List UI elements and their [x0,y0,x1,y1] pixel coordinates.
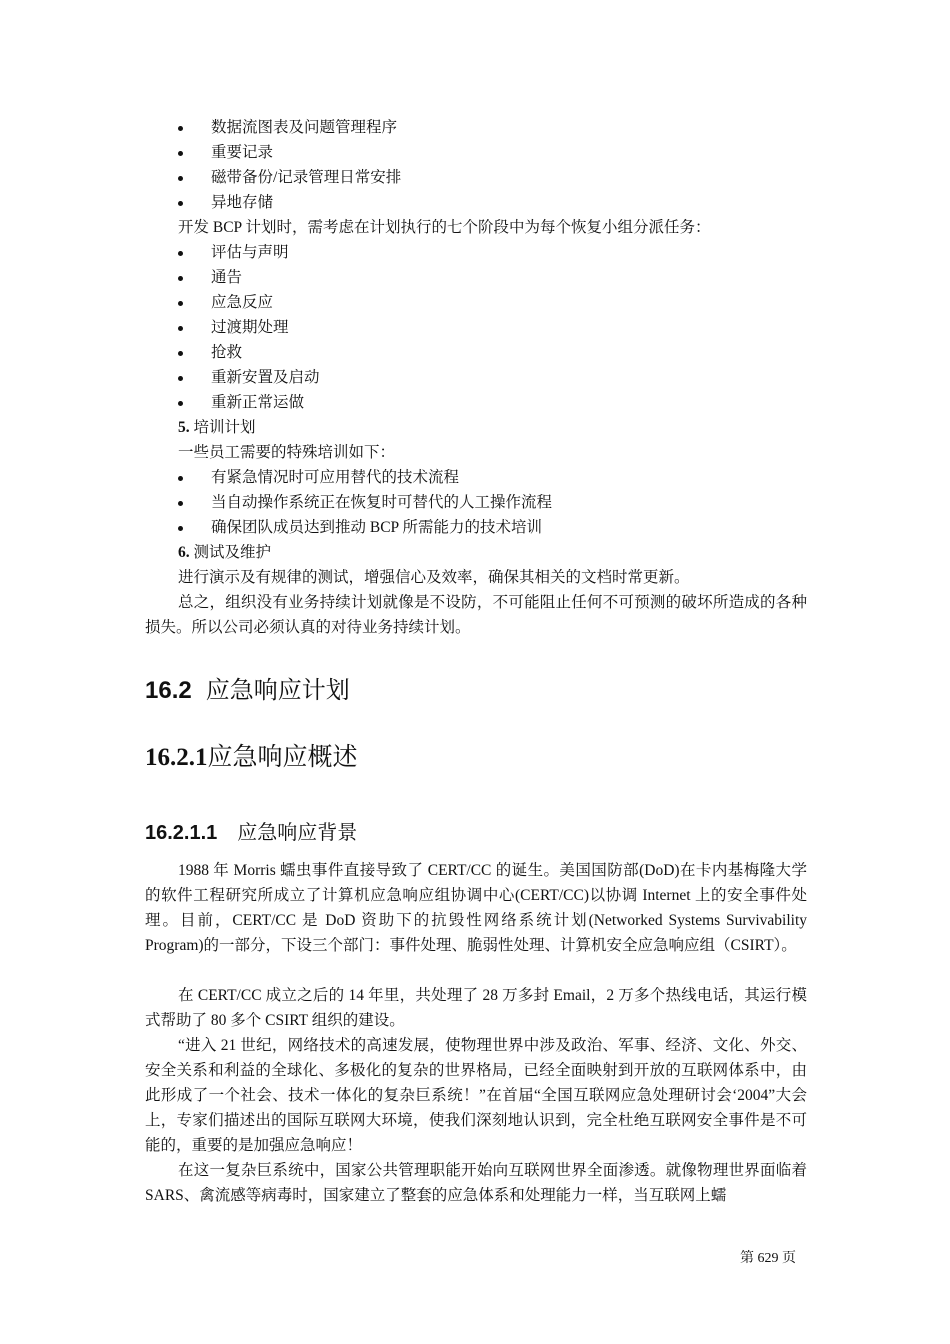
section-6-heading: 6. 测试及维护 [178,544,272,561]
bcp-intro-text: 开发 BCP 计划时，需考虑在计划执行的七个阶段中为每个恢复小组分派任务： [178,219,711,236]
bullet-icon [178,376,183,381]
list-item: 重新安置及启动 [178,365,818,390]
training-list [178,465,818,540]
section-heading-16-2: 16.2 应急响应计划 [145,677,350,704]
bullet-icon [178,401,183,406]
summary-paragraph: 总之，组织没有业务持续计划就像是不设防，不可能阻止任何不可预测的破坏所造成的各种损失。所以公司必须认真的对待业务持续计划。 [145,594,807,636]
body-paragraph-4: 在这一复杂巨系统中，国家公共管理职能开始向互联网世界全面渗透。就像物理世界面临着 SARS、禽流感等病毒时，国家建立了整套的应急体系和处理能力一样，当互联网上蠕 [145,1162,807,1204]
list-item: 数据流图表及问题管理程序 [178,115,818,140]
section-5-heading: 5. 培训计划 [178,419,256,436]
bullet-icon [178,276,183,281]
section-heading-16-2-1: 16.2.1应急响应概述 [145,744,358,771]
list-item: 过渡期处理 [178,315,818,340]
section-heading-16-2-1-1: 16.2.1.1 应急响应背景 [145,822,358,844]
bullet-icon [178,126,183,131]
list-item: 磁带备份/记录管理日常安排 [178,165,818,190]
body-paragraph-2: 在 CERT/CC 成立之后的 14 年里，共处理了 28 万多封 Email，2 万多个热线电话，其运行模式帮助了 80 多个 CSIRT 组织的建设。 [145,987,807,1029]
body-paragraph-1: 1988 年 Morris 蠕虫事件直接导致了 CERT/CC 的诞生。美国国防部(DoD)在卡内基梅隆大学的软件工程研究所成立了计算机应急响应组协调中心(CERT/CC)以协调 Internet 上的安全事件处理。目前，CERT/CC 是 DoD 资助下的抗毁性网络系统计划(Networked Systems Survivability Program)的一部分，下设三个部门：事件处理、脆弱性处理、计算机安全应急响应组（CSIRT）。 [145,862,807,954]
bullet-icon [178,151,183,156]
bullet-icon [178,201,183,206]
bullet-icon [178,476,183,481]
list-item: 抢救 [178,340,818,365]
page-number: 第 629 页 [740,1251,796,1266]
bullet-icon [178,526,183,531]
training-intro-text: 一些员工需要的特殊培训如下： [178,444,396,461]
list-item: 应急反应 [178,290,818,315]
bullet-icon [178,501,183,506]
bullet-icon [178,326,183,331]
list-item: 异地存储 [178,190,818,215]
bullet-icon [178,301,183,306]
list-item: 重要记录 [178,140,818,165]
bullet-icon [178,176,183,181]
list-item: 有紧急情况时可应用替代的技术流程 [178,465,818,490]
list-item: 评估与声明 [178,240,818,265]
bcp-phases-list [178,240,818,415]
bullet-icon [178,251,183,256]
bullet-icon [178,351,183,356]
body-paragraph-3: “进入 21 世纪，网络技术的高速发展，使物理世界中涉及政治、军事、经济、文化、外交、安全关系和利益的全球化、多极化的复杂的世界格局，已经全面映射到开放的互联网体系中，由此形成了一个社会、技术一体化的复杂巨系统！”在首届“全国互联网应急处理研讨会‘2004”大会上，专家们描述出的国际互联网大环境，使我们深刻地认识到，完全杜绝互联网安全事件是不可能的，重要的是加强应急响应！ [145,1037,807,1154]
list-item: 通告 [178,265,818,290]
list-item: 重新正常运做 [178,390,818,415]
storage-items-list [178,115,818,215]
list-item: 确保团队成员达到推动 BCP 所需能力的技术培训 [178,515,818,540]
list-item: 当自动操作系统正在恢复时可替代的人工操作流程 [178,490,818,515]
testing-text: 进行演示及有规律的测试，增强信心及效率，确保其相关的文档时常更新。 [178,569,690,586]
